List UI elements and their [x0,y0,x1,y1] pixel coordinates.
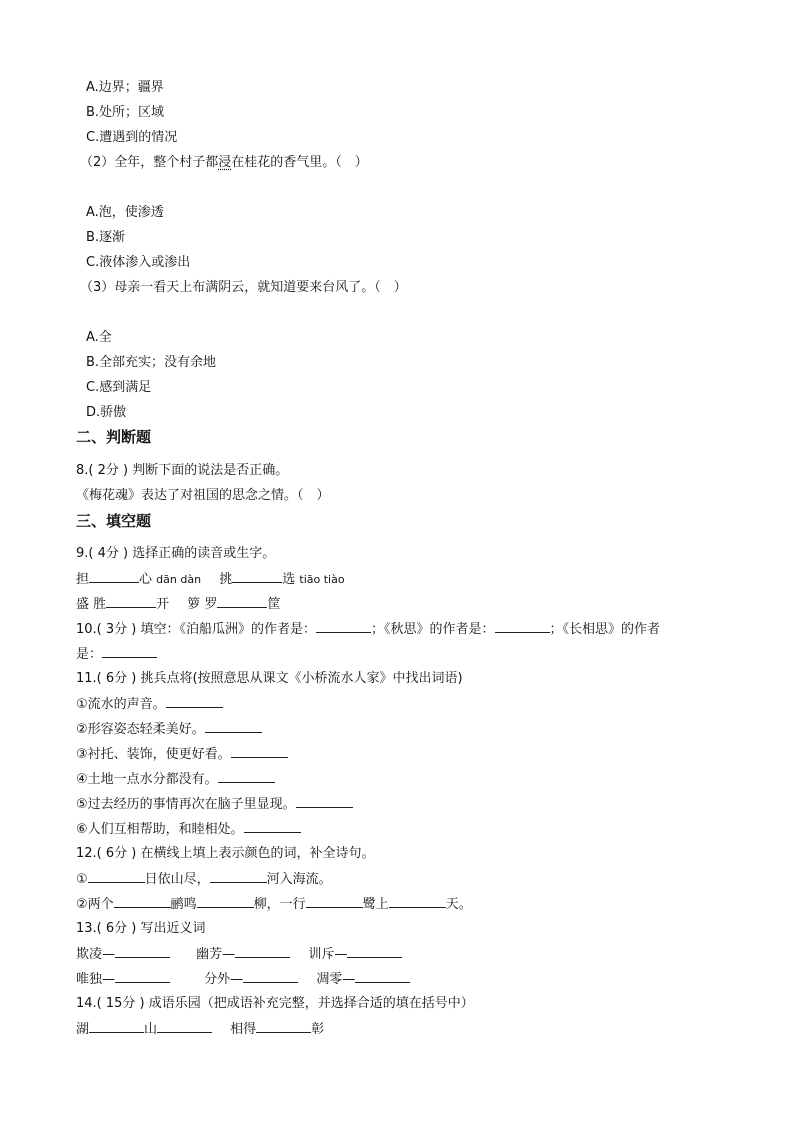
char: 开 [156,597,170,612]
answer-blank[interactable] [217,595,267,608]
section-title-judgement: 二、判断题 [76,428,152,446]
answer-blank[interactable] [495,620,550,633]
answer-blank[interactable] [306,895,363,908]
question-9-head: 9.( 4分 ) 选择正确的读音或生字。 [76,546,276,561]
char-options: 箩 罗 [187,597,218,612]
answer-blank[interactable] [115,945,170,958]
question-11-item [76,745,288,764]
word: 凋零— [316,972,356,987]
answer-blank[interactable] [232,570,282,583]
word: 彰 [311,1022,325,1037]
option-c: C.液体渗入或渗出 [86,255,191,270]
answer-blank[interactable] [296,795,353,808]
answer-blank[interactable] [235,945,290,958]
question-10-line-2 [76,645,157,664]
question-8-head: 8.( 2分 ) 判断下面的说法是否正确。 [76,463,289,478]
question-10-line-1 [76,620,660,639]
item-text: ⑥人们互相帮助，和睦相处。 [76,822,244,837]
answer-blank[interactable] [102,645,157,658]
option-b: B.处所；区域 [86,105,165,120]
answer-blank[interactable] [210,870,267,883]
text: ① [76,872,88,887]
answer-blank[interactable] [106,595,156,608]
text: 柳，一行 [253,897,306,912]
char: 挑 [219,572,233,587]
option-a: A.泡，使渗透 [86,205,164,220]
char: 筐 [267,597,281,612]
question-11-item [76,820,301,839]
text: 是： [76,647,103,662]
text: 10.( 3分 ) 填空：《泊船瓜洲》的作者是： [76,622,316,637]
word: 训斥— [308,947,348,962]
item-text: ⑤过去经历的事情再次在脑子里显现。 [76,797,296,812]
option-c: C.感到满足 [86,380,152,395]
text: 天。 [445,897,472,912]
answer-blank[interactable] [243,970,298,983]
text: 鹭上 [362,897,389,912]
question-8-body: 《梅花魂》表达了对祖国的思念之情。（ ） [76,488,330,503]
section-title-fill: 三、填空题 [76,512,152,530]
option-c: C.遭遇到的情况 [86,130,178,145]
answer-blank[interactable] [244,820,301,833]
pinyin-options: dān dàn [156,573,202,586]
question-14-row-1 [76,1020,324,1039]
answer-blank[interactable] [115,970,170,983]
answer-blank[interactable] [166,695,223,708]
question-12-line-2 [76,895,472,914]
char: 选 [282,572,296,587]
answer-blank[interactable] [256,1020,311,1033]
option-b: B.逐渐 [86,230,126,245]
question-12-line-1 [76,870,332,889]
word: 分外— [204,972,244,987]
char-options: 盛 胜 [76,597,107,612]
answer-blank[interactable] [197,895,254,908]
word: 相得 [230,1022,257,1037]
question-11-item [76,720,262,739]
word: 幽芳— [196,947,236,962]
text: ；《秋思》的作者是： [371,622,495,637]
answer-blank[interactable] [231,745,288,758]
question-13-row-2 [76,970,410,989]
option-d: D.骄傲 [86,405,127,420]
answer-blank[interactable] [89,1020,144,1033]
item-text: ③衬托、装饰，使更好看。 [76,747,231,762]
answer-blank[interactable] [218,770,275,783]
answer-blank[interactable] [88,870,145,883]
word: 唯独— [76,972,116,987]
answer-blank[interactable] [157,1020,212,1033]
text: 河入海流。 [266,872,332,887]
question-9-row-1 [76,570,345,589]
question-13-row-1 [76,945,402,964]
answer-blank[interactable] [389,895,446,908]
word: 山 [144,1022,158,1037]
word: 欺凌— [76,947,116,962]
question-11-item [76,770,275,789]
question-7-3-stem: （3）母亲一看天上布满阴云，就知道要来台风了。（ ） [80,280,407,295]
text: 鹂鸣 [170,897,197,912]
option-a: A.边界；疆界 [86,80,164,95]
char: 心 [139,572,153,587]
question-14-head: 14.( 15分 ) 成语乐园（把成语补充完整，并选择合适的填在括号中） [76,996,474,1011]
text: 日依山尽， [144,872,210,887]
question-9-row-2 [76,595,280,614]
question-11-item [76,795,353,814]
question-7-2-stem [80,154,368,172]
option-a: A.全 [86,330,112,345]
answer-blank[interactable] [89,570,139,583]
question-13-head: 13.( 6分 ) 写出近义词 [76,921,206,936]
answer-blank[interactable] [316,620,371,633]
question-11-item [76,695,223,714]
text: ②两个 [76,897,114,912]
answer-blank[interactable] [355,970,410,983]
answer-blank[interactable] [205,720,262,733]
item-text: ②形容姿态轻柔美好。 [76,722,205,737]
pinyin-options: tiāo tiào [299,573,345,586]
text: ；《长相思》的作者 [549,622,661,637]
question-11-head: 11.( 6分 ) 挑兵点将(按照意思从课文《小桥流水人家》中找出词语) [76,671,463,686]
item-text: ④土地一点水分都没有。 [76,772,218,787]
stem-text: （2）全年，整个村子都 [80,155,219,170]
stem-text: 在桂花的香气里。（ ） [231,155,368,170]
question-12-head: 12.( 6分 ) 在横线上填上表示颜色的词，补全诗句。 [76,846,375,861]
answer-blank[interactable] [114,895,171,908]
answer-blank[interactable] [347,945,402,958]
word: 湖 [76,1022,90,1037]
item-text: ①流水的声音。 [76,697,166,712]
option-b: B.全部充实；没有余地 [86,355,217,370]
stem-keyword: 浸 [218,155,232,170]
char: 担 [76,572,90,587]
